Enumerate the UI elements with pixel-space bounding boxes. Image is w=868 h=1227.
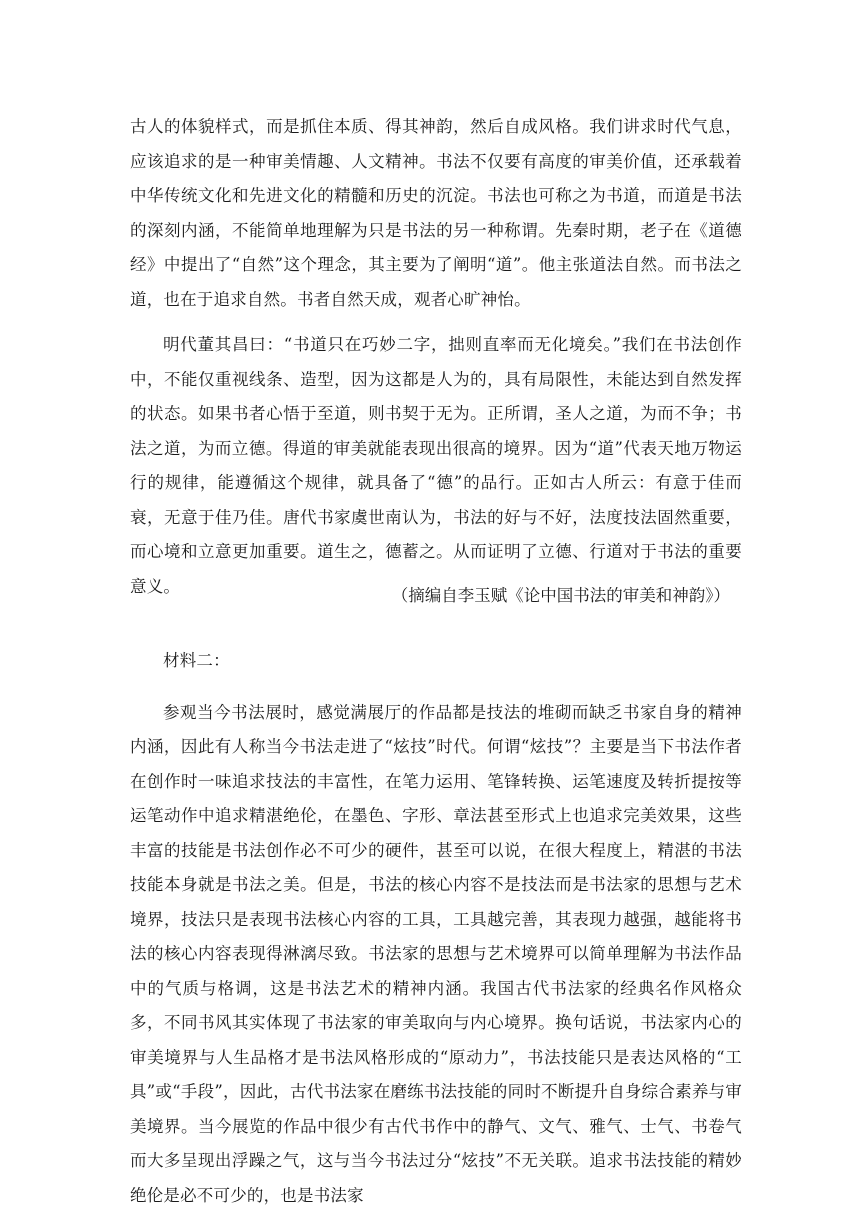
paragraph-3 — [130, 696, 742, 1214]
paragraph-3-text: 参观当今书法展时，感觉满展厅的作品都是技法的堆砌而缺乏书家自身的精神内涵，因此有人称当今书法走进了“炫技”时代。何谓“炫技”？主要是当下书法作者在创作时一味追求技法的丰富性，在笔力运用、笔锋转换、运笔速度及转折提按等运笔动作中追求精湛绝伦，在墨色、字形、章法甚至形式上也追求完美效果，这些丰富的技能是书法创作必不可少的硬件，甚至可以说，在很大程度上，精湛的书法技能本身就是书法之美。但是，书法的核心内容不是技法而是书法家的思想与艺术境界，技法只是表现书法核心内容的工具，工具越完善，其表现力越强，越能将书法的核心内容表现得淋漓尽致。书法家的思想与艺术境界可以简单理解为书法作品中的气质与格调，这是书法艺术的精神内涵。我国古代书法家的经典名作风格众多，不同书风其实体现了书法家的审美取向与内心境界。换句话说，书法家内心的审美境界与人生品格才是书法风格形成的“原动力”，书法技能只是表达风格的“工具”或“手段”，因此，古代书法家在磨练书法技能的同时不断提升自身综合素养与审美境界。当今展览的作品中很少有古代书作中的静气、文气、雅气、士气、书卷气而大多呈现出浮躁之气，这与当今书法过分“炫技”不无关联。追求书法技能的精妙绝伦是必不可少的，也是书法家 — [130, 702, 742, 1205]
paragraph-1 — [130, 110, 742, 317]
paragraph-1-text: 古人的体貌样式，而是抓住本质、得其神韵，然后自成风格。我们讲求时代气息，应该追求的是一种审美情趣、人文精神。书法不仅要有高度的审美价值，还承载着中华传统文化和先进文化的精髓和历史的沉淀。书法也可称之为书道，而道是书法的深刻内涵，不能简单地理解为只是书法的另一种称谓。先秦时期，老子在《道德经》中提出了“自然”这个理念，其主要为了阐明“道”。他主张道法自然。而书法之道，也在于追求自然。书者自然天成，观者心旷神怡。 — [130, 117, 742, 309]
paragraph-2 — [130, 328, 742, 604]
source-citation: （摘编自李玉赋《论中国书法的审美和神韵》） — [391, 586, 730, 605]
paragraph-2-text: 明代董其昌曰：“书道只在巧妙二字，拙则直率而无化境矣。”我们在书法创作中，不能仅重视线条、造型，因为这都是人为的，具有局限性，未能达到自然发挥的状态。如果书者心悟于至道，则书契于无为。正所谓，圣人之道，为而不争；书法之道，为而立德。得道的审美就能表现出很高的境界。因为“道”代表天地万物运行的规律，能遵循这个规律，就具备了“德”的品行。正如古人所云：有意于佳而衰，无意于佳乃佳。唐代书家虞世南认为，书法的好与不好，法度技法固然重要，而心境和立意更加重要。道生之，德蓄之。从而证明了立德、行道对于书法的重要意义。 — [130, 335, 742, 596]
material-2-label: 材料二： — [163, 651, 230, 670]
material-2-label-block — [130, 644, 742, 679]
